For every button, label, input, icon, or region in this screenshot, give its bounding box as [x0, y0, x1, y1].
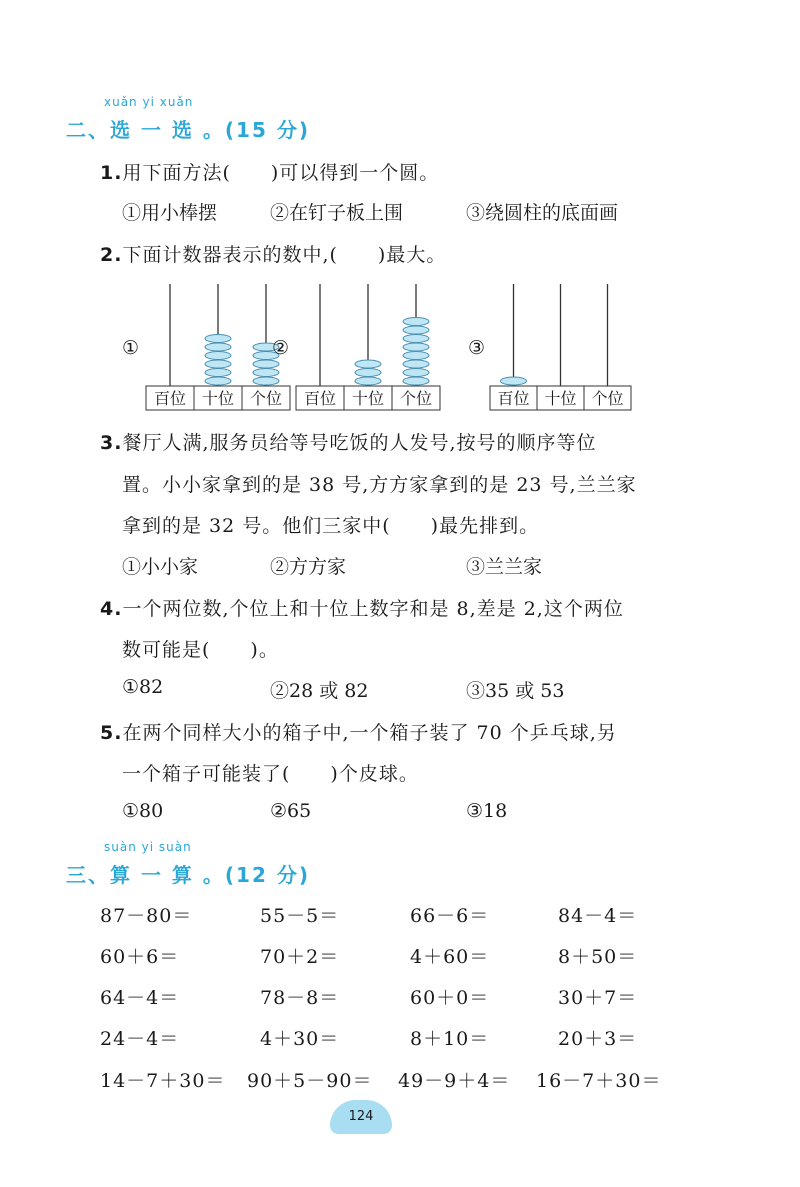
question-3-line-2: 置。小小家拿到的是 38 号,方方家拿到的是 23 号,兰兰家	[122, 474, 637, 496]
question-5-line-2: 一个箱子可能装了( )个皮球。	[122, 763, 419, 785]
question-1	[100, 158, 439, 185]
abacus-2-bead	[403, 343, 429, 351]
abacus-1	[122, 284, 290, 410]
calc-r1-c3: 66－6＝	[410, 905, 490, 927]
question-4-line-2: 数可能是( )。	[122, 639, 279, 661]
question-5	[100, 718, 617, 745]
q5-option-3[interactable]: ③18	[466, 800, 508, 822]
abacus-figures	[0, 278, 800, 418]
abacus-2-bead	[355, 369, 381, 377]
abacus-1-bead	[205, 369, 231, 377]
abacus-1-place-label: 十位	[201, 389, 235, 408]
question-3-line-1: 餐厅人满,服务员给等号吃饭的人发号,按号的顺序等位	[122, 432, 597, 454]
abacus-2-place-label: 百位	[303, 389, 337, 408]
abacus-1-bead	[205, 377, 231, 385]
section2-pinyin: xuǎn yi xuǎn	[104, 95, 194, 109]
q3-option-1[interactable]: ①小小家	[122, 556, 199, 578]
abacus-2-place-label: 十位	[351, 389, 385, 408]
abacus-1-bead	[253, 369, 279, 377]
abacus-1-bead	[205, 352, 231, 360]
calc-r2-c4: 8＋50＝	[558, 946, 638, 968]
calc-r4-c1: 24－4＝	[100, 1028, 180, 1050]
calc-r1-c2: 55－5＝	[260, 905, 340, 927]
abacus-3-place-label: 个位	[591, 389, 624, 408]
question-4	[100, 594, 624, 621]
abacus-2-bead	[355, 360, 381, 368]
calc-r3-c4: 30＋7＝	[558, 987, 638, 1009]
calc-r1-c4: 84－4＝	[558, 905, 638, 927]
abacus-2-bead	[403, 360, 429, 368]
abacus-2-bead	[403, 335, 429, 343]
question-2-number: 2.	[100, 244, 123, 266]
section3-title: 三、算 一 算 。(12 分)	[66, 863, 310, 887]
abacus-2-place-label: 个位	[399, 389, 433, 408]
q3-option-3[interactable]: ③兰兰家	[466, 556, 543, 578]
abacus-3-label: ③	[468, 337, 486, 359]
page-number: 124	[330, 1100, 392, 1134]
abacus-2-bead	[403, 352, 429, 360]
q1-option-2[interactable]: ②在钉子板上围	[270, 202, 404, 224]
abacus-1-bead	[253, 360, 279, 368]
calc-r2-c1: 60＋6＝	[100, 946, 180, 968]
abacus-2-bead	[403, 318, 429, 326]
section3-pinyin: suàn yi suàn	[104, 840, 192, 854]
q1-option-3[interactable]: ③绕圆柱的底面画	[466, 202, 619, 224]
calc-r5-c2: 90＋5－90＝	[247, 1070, 373, 1092]
abacus-1-place-label: 个位	[249, 389, 283, 408]
question-5-number: 5.	[100, 722, 123, 744]
abacus-3-place-label: 百位	[497, 389, 530, 408]
q4-option-3[interactable]: ③35 或 53	[466, 680, 565, 702]
calc-r5-c4: 16－7＋30＝	[536, 1070, 662, 1092]
question-1-text: 用下面方法( )可以得到一个圆。	[122, 162, 440, 184]
question-3-line-3: 拿到的是 32 号。他们三家中( )最先排到。	[122, 515, 540, 537]
abacus-2	[272, 284, 440, 410]
question-2	[100, 240, 446, 267]
calc-r3-c2: 78－8＝	[260, 987, 340, 1009]
q4-option-1[interactable]: ①82	[122, 676, 164, 698]
q5-option-2[interactable]: ②65	[270, 800, 312, 822]
abacus-3-bead	[501, 377, 527, 385]
calc-r3-c1: 64－4＝	[100, 987, 180, 1009]
calc-r5-c1: 14－7＋30＝	[100, 1070, 226, 1092]
calc-r1-c1: 87－80＝	[100, 905, 193, 927]
abacus-2-bead	[403, 326, 429, 334]
q4-option-2[interactable]: ②28 或 82	[270, 680, 369, 702]
abacus-2-label: ②	[272, 337, 290, 359]
question-2-text: 下面计数器表示的数中,( )最大。	[122, 244, 447, 266]
abacus-1-bead	[205, 335, 231, 343]
calc-r5-c3: 49－9＋4＝	[398, 1070, 511, 1092]
calc-r2-c3: 4＋60＝	[410, 946, 490, 968]
question-3	[100, 428, 597, 455]
calc-r4-c3: 8＋10＝	[410, 1028, 490, 1050]
abacus-1-bead	[205, 343, 231, 351]
question-4-line-1: 一个两位数,个位上和十位上数字和是 8,差是 2,这个两位	[122, 598, 624, 620]
calc-r4-c2: 4＋30＝	[260, 1028, 340, 1050]
calc-r3-c3: 60＋0＝	[410, 987, 490, 1009]
abacus-3	[468, 284, 631, 410]
q3-option-2[interactable]: ②方方家	[270, 556, 347, 578]
abacus-1-bead	[205, 360, 231, 368]
q1-option-1[interactable]: ①用小棒摆	[122, 202, 218, 224]
abacus-3-place-label: 十位	[544, 389, 577, 408]
abacus-1-label: ①	[122, 337, 140, 359]
section2-title: 二、选 一 选 。(15 分)	[66, 118, 310, 142]
calc-r2-c2: 70＋2＝	[260, 946, 340, 968]
question-1-number: 1.	[100, 162, 123, 184]
abacus-2-bead	[355, 377, 381, 385]
question-5-line-1: 在两个同样大小的箱子中,一个箱子装了 70 个乒乓球,另	[122, 722, 617, 744]
abacus-2-bead	[403, 377, 429, 385]
q5-option-1[interactable]: ①80	[122, 800, 164, 822]
calc-r4-c4: 20＋3＝	[558, 1028, 638, 1050]
question-4-number: 4.	[100, 598, 123, 620]
abacus-2-bead	[403, 369, 429, 377]
abacus-1-bead	[253, 377, 279, 385]
question-3-number: 3.	[100, 432, 123, 454]
abacus-1-place-label: 百位	[153, 389, 187, 408]
